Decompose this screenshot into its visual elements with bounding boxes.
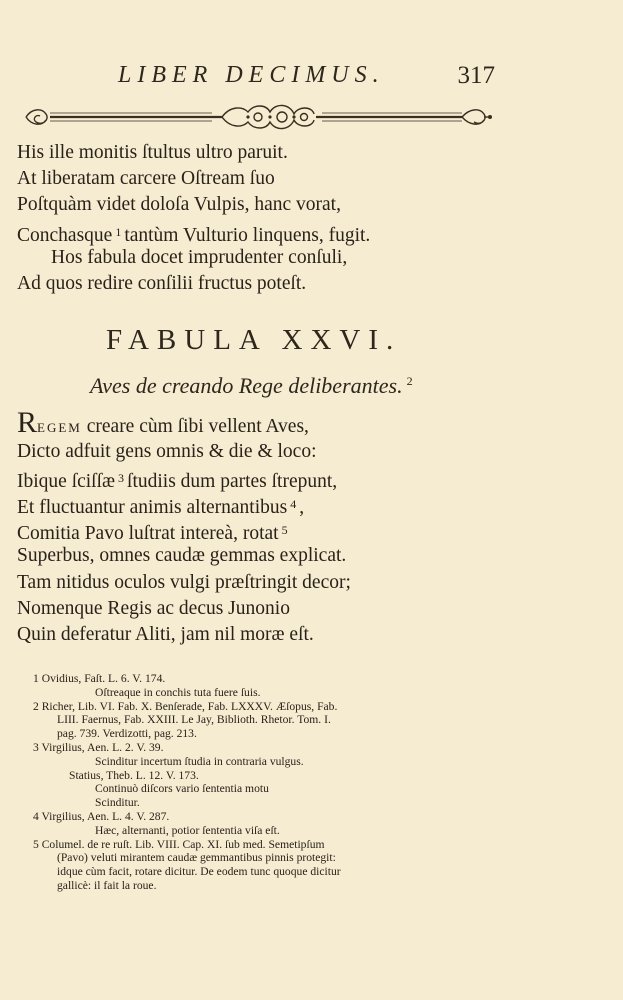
verse-text: Conchasque: [17, 224, 113, 246]
footnote-line: Continuò diſcors vario ſententia motu: [95, 782, 269, 796]
fable-subtitle-text: Aves de creando Rege deliberantes.: [90, 373, 403, 398]
poem-text: Comitia Pavo luſtrat intereà, rotat: [17, 523, 279, 545]
verse-line: Poſtquàm videt doloſa Vulpis, hanc vorat,: [17, 194, 341, 216]
footnote-line: Statius, Theb. L. 12. V. 173.: [69, 768, 199, 782]
poem-line: Superbus, omnes caudæ gemmas explicat.: [17, 545, 347, 567]
decorative-ornament-rule: [22, 100, 492, 134]
footnote-line: pag. 739. Verdizotti, pag. 213.: [57, 727, 197, 741]
footnote-line: 5 Columel. de re ruſt. Lib. VIII. Cap. XI. ſub med. Semetipſum: [33, 837, 325, 851]
fable-title: FABULA XXVI.: [106, 324, 402, 356]
verse-line: Ad quos redire conſilii fructus poteſt.: [17, 272, 307, 294]
poem-line: [17, 465, 537, 491]
footnote-line: Hæc, alternanti, potior ſententia viſa eſt.: [95, 823, 280, 837]
page-number: 317: [457, 62, 495, 89]
poem-line: Quin deferatur Aliti, jam nil moræ eſt.: [17, 623, 314, 645]
poem-text: ,: [299, 497, 305, 519]
footnote-line: Scinditur incertum ſtudia in contraria vulgus.: [95, 754, 304, 768]
verse-line: Hos fabula docet imprudenter conſuli,: [51, 246, 348, 268]
poem-line: Dicto adfuit gens omnis & die & loco:: [17, 441, 317, 463]
footnote-line: 3 Virgilius, Aen. L. 2. V. 39.: [33, 740, 164, 754]
small-caps: EGEM: [37, 420, 82, 435]
footnote-line: 1 Ovidius, Faſt. L. 6. V. 174.: [33, 672, 166, 685]
verse-line: [17, 219, 517, 245]
poem-line: [17, 517, 537, 543]
footnote-line: 4 Virgilius, Aen. L. 4. V. 287.: [33, 809, 170, 823]
verse-line: At liberatam carcere Oſtream ſuo: [17, 168, 275, 190]
footnote-line: LIII. Faernus, Fab. XXIII. Le Jay, Biblioth. Rhetor. Tom. I.: [57, 713, 331, 727]
footnote-ref: 2: [406, 373, 413, 388]
poem-line: Nomenque Regis ac decus Junonio: [17, 597, 290, 619]
footnote-ref: 4: [290, 497, 297, 512]
footnote-ref: 3: [118, 471, 125, 486]
poem-line: [17, 406, 537, 439]
fable-subtitle: [90, 373, 413, 399]
poem-text: Ibique ſciſſæ: [17, 471, 116, 493]
poem-text: ſtudiis dum partes ſtrepunt,: [127, 471, 338, 493]
footnote-line: (Pavo) veluti mirantem caudæ gemmantibus pinnis protegit:: [57, 851, 336, 865]
footnote-line: gallicè: il fait la roue.: [57, 878, 157, 892]
poem-text: creare cùm ſibi vellent Aves,: [86, 416, 309, 437]
poem-line: [17, 491, 537, 517]
drop-cap: R: [17, 406, 38, 439]
verse-line: His ille monitis ſtultus ultro paruit.: [17, 142, 288, 163]
fable-poem: [17, 406, 537, 648]
poem-line: Tam nitidus oculos vulgi præſtringit decor;: [17, 571, 351, 593]
footnote-line: idque cùm facit, rotare dicitur. De eodem tunc quoque dicitur: [57, 865, 341, 879]
running-head: [0, 62, 623, 92]
footnotes: [33, 672, 523, 893]
footnote-line: 2 Richer, Lib. VI. Fab. X. Benſerade, Fab. LXXXV. Æſopus, Fab.: [33, 699, 338, 713]
footnote-ref: 1: [115, 224, 122, 239]
footnote-line: Scinditur.: [95, 796, 140, 810]
verse-top: [17, 140, 517, 297]
running-title: LIBER DECIMUS.: [118, 62, 385, 88]
poem-text: Et fluctuantur animis alternantibus: [17, 497, 288, 519]
verse-text: tantùm Vulturio linquens, fugit.: [124, 224, 371, 246]
footnote-ref: 5: [281, 523, 288, 538]
footnote-line: Oſtreaque in conchis tuta fuere ſuis.: [95, 685, 261, 699]
